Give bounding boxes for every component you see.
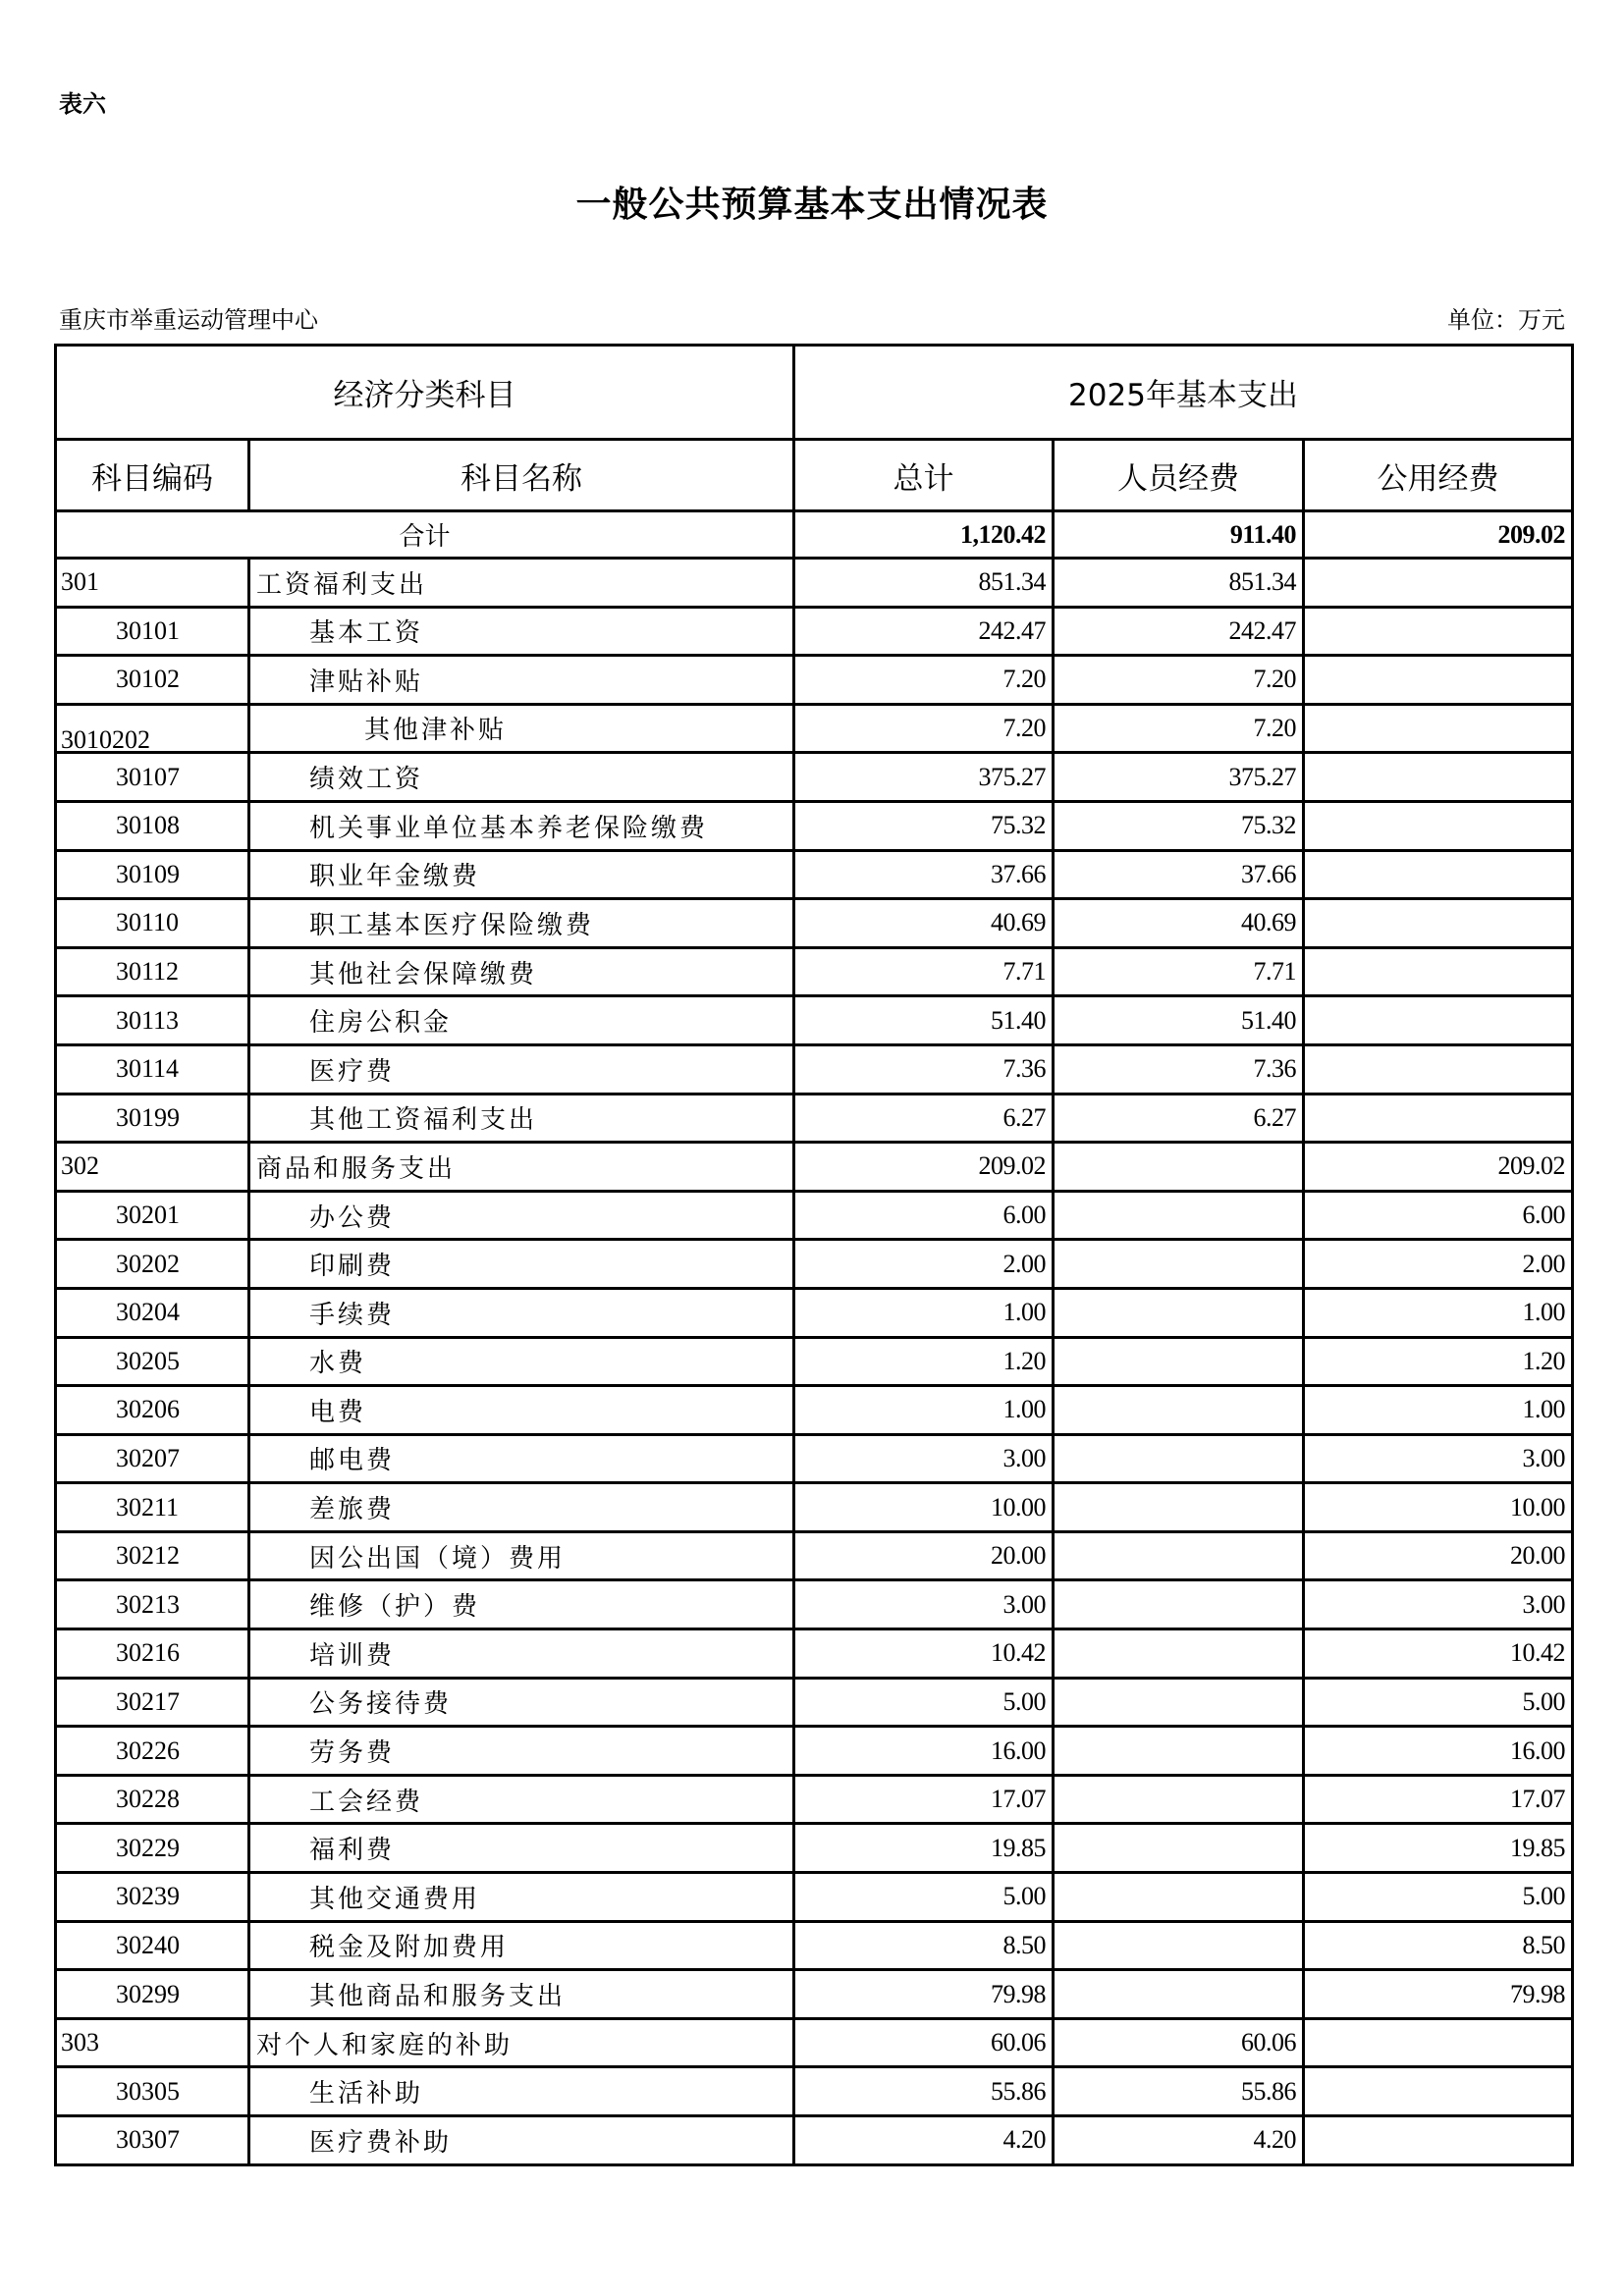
row-personnel bbox=[1054, 1775, 1304, 1824]
row-public: 1.20 bbox=[1304, 1337, 1573, 1386]
row-code: 30305 bbox=[56, 2067, 249, 2116]
table-row bbox=[56, 801, 1573, 850]
table-row bbox=[56, 607, 1573, 656]
table-row bbox=[56, 1775, 1573, 1824]
row-name: 税金及附加费用 bbox=[249, 1921, 794, 1970]
table-row bbox=[56, 850, 1573, 899]
row-total: 55.86 bbox=[794, 2067, 1054, 2116]
row-name: 工资福利支出 bbox=[249, 559, 794, 608]
row-code: 30229 bbox=[56, 1824, 249, 1873]
row-public: 10.42 bbox=[1304, 1629, 1573, 1679]
row-public: 3.00 bbox=[1304, 1580, 1573, 1629]
table-row bbox=[56, 996, 1573, 1045]
row-total: 242.47 bbox=[794, 607, 1054, 656]
row-personnel bbox=[1054, 1337, 1304, 1386]
table-row bbox=[56, 2018, 1573, 2067]
table-row bbox=[56, 559, 1573, 608]
row-public: 20.00 bbox=[1304, 1531, 1573, 1580]
row-name: 其他工资福利支出 bbox=[249, 1094, 794, 1143]
row-name: 邮电费 bbox=[249, 1434, 794, 1483]
table-row bbox=[56, 1483, 1573, 1532]
row-personnel bbox=[1054, 1970, 1304, 2019]
row-public bbox=[1304, 1044, 1573, 1094]
row-personnel: 851.34 bbox=[1054, 559, 1304, 608]
row-code: 30211 bbox=[56, 1483, 249, 1532]
table-row bbox=[56, 1386, 1573, 1435]
row-public: 3.00 bbox=[1304, 1434, 1573, 1483]
row-total: 7.71 bbox=[794, 947, 1054, 996]
row-code: 30240 bbox=[56, 1921, 249, 1970]
row-public bbox=[1304, 2067, 1573, 2116]
row-public: 6.00 bbox=[1304, 1191, 1573, 1240]
row-code: 30299 bbox=[56, 1970, 249, 2019]
organization-name: 重庆市举重运动管理中心 bbox=[59, 306, 318, 334]
row-code: 30307 bbox=[56, 2116, 249, 2165]
row-public: 5.00 bbox=[1304, 1873, 1573, 1922]
table-row bbox=[56, 1921, 1573, 1970]
budget-expenditure-table bbox=[54, 344, 1574, 2166]
column-header-code: 科目编码 bbox=[56, 440, 249, 511]
row-code: 30110 bbox=[56, 899, 249, 948]
row-personnel: 7.36 bbox=[1054, 1044, 1304, 1094]
row-public: 79.98 bbox=[1304, 1970, 1573, 2019]
row-public: 2.00 bbox=[1304, 1240, 1573, 1289]
table-row bbox=[56, 1240, 1573, 1289]
row-name: 劳务费 bbox=[249, 1727, 794, 1776]
row-code: 30217 bbox=[56, 1678, 249, 1727]
row-personnel bbox=[1054, 1386, 1304, 1435]
row-total: 209.02 bbox=[794, 1143, 1054, 1192]
row-public bbox=[1304, 607, 1573, 656]
row-name: 因公出国（境）费用 bbox=[249, 1531, 794, 1580]
row-total: 51.40 bbox=[794, 996, 1054, 1045]
row-personnel: 6.27 bbox=[1054, 1094, 1304, 1143]
table-row bbox=[56, 1044, 1573, 1094]
row-total: 5.00 bbox=[794, 1873, 1054, 1922]
row-personnel bbox=[1054, 1288, 1304, 1337]
table-row bbox=[56, 1727, 1573, 1776]
table-row bbox=[56, 1873, 1573, 1922]
row-total: 3.00 bbox=[794, 1580, 1054, 1629]
row-public: 10.00 bbox=[1304, 1483, 1573, 1532]
row-total: 10.42 bbox=[794, 1629, 1054, 1679]
table-row bbox=[56, 1337, 1573, 1386]
row-total: 7.20 bbox=[794, 656, 1054, 705]
table-row bbox=[56, 947, 1573, 996]
row-public: 1.00 bbox=[1304, 1288, 1573, 1337]
page-title: 一般公共预算基本支出情况表 bbox=[575, 185, 1049, 225]
row-public bbox=[1304, 656, 1573, 705]
summary-row bbox=[56, 511, 1573, 559]
column-header-row bbox=[56, 440, 1573, 511]
row-personnel: 4.20 bbox=[1054, 2116, 1304, 2165]
row-name: 生活补助 bbox=[249, 2067, 794, 2116]
row-name: 福利费 bbox=[249, 1824, 794, 1873]
row-name: 工会经费 bbox=[249, 1775, 794, 1824]
row-total: 4.20 bbox=[794, 2116, 1054, 2165]
row-total: 8.50 bbox=[794, 1921, 1054, 1970]
table-row bbox=[56, 704, 1573, 753]
row-personnel: 7.20 bbox=[1054, 704, 1304, 753]
table-row bbox=[56, 1531, 1573, 1580]
row-personnel bbox=[1054, 1191, 1304, 1240]
row-total: 6.00 bbox=[794, 1191, 1054, 1240]
row-name: 其他商品和服务支出 bbox=[249, 1970, 794, 2019]
row-total: 1.00 bbox=[794, 1288, 1054, 1337]
row-public: 16.00 bbox=[1304, 1727, 1573, 1776]
row-total: 16.00 bbox=[794, 1727, 1054, 1776]
row-total: 37.66 bbox=[794, 850, 1054, 899]
table-row bbox=[56, 1629, 1573, 1679]
row-total: 375.27 bbox=[794, 753, 1054, 802]
row-name: 公务接待费 bbox=[249, 1678, 794, 1727]
table-row bbox=[56, 1434, 1573, 1483]
row-code: 30113 bbox=[56, 996, 249, 1045]
row-code: 30112 bbox=[56, 947, 249, 996]
row-personnel bbox=[1054, 1921, 1304, 1970]
row-name: 基本工资 bbox=[249, 607, 794, 656]
row-total: 1.00 bbox=[794, 1386, 1054, 1435]
row-total: 19.85 bbox=[794, 1824, 1054, 1873]
row-personnel: 51.40 bbox=[1054, 996, 1304, 1045]
column-header-public: 公用经费 bbox=[1304, 440, 1573, 511]
column-header-personnel: 人员经费 bbox=[1054, 440, 1304, 511]
row-total: 3.00 bbox=[794, 1434, 1054, 1483]
row-public bbox=[1304, 1094, 1573, 1143]
row-code: 30226 bbox=[56, 1727, 249, 1776]
row-personnel: 7.71 bbox=[1054, 947, 1304, 996]
table-row bbox=[56, 1580, 1573, 1629]
summary-total: 1,120.42 bbox=[794, 511, 1054, 559]
row-personnel: 242.47 bbox=[1054, 607, 1304, 656]
row-total: 40.69 bbox=[794, 899, 1054, 948]
row-name: 津贴补贴 bbox=[249, 656, 794, 705]
row-personnel: 37.66 bbox=[1054, 850, 1304, 899]
row-name: 医疗费 bbox=[249, 1044, 794, 1094]
row-personnel bbox=[1054, 1629, 1304, 1679]
row-name: 培训费 bbox=[249, 1629, 794, 1679]
row-public: 1.00 bbox=[1304, 1386, 1573, 1435]
summary-personnel: 911.40 bbox=[1054, 511, 1304, 559]
row-name: 商品和服务支出 bbox=[249, 1143, 794, 1192]
row-public bbox=[1304, 850, 1573, 899]
row-personnel bbox=[1054, 1824, 1304, 1873]
row-name: 差旅费 bbox=[249, 1483, 794, 1532]
row-name: 其他交通费用 bbox=[249, 1873, 794, 1922]
row-total: 79.98 bbox=[794, 1970, 1054, 2019]
row-code: 30206 bbox=[56, 1386, 249, 1435]
row-total: 17.07 bbox=[794, 1775, 1054, 1824]
table-row bbox=[56, 1143, 1573, 1192]
row-code: 30216 bbox=[56, 1629, 249, 1679]
row-name: 维修（护）费 bbox=[249, 1580, 794, 1629]
row-personnel bbox=[1054, 1240, 1304, 1289]
row-code: 30205 bbox=[56, 1337, 249, 1386]
row-name: 其他津补贴 bbox=[249, 704, 794, 753]
row-name: 职工基本医疗保险缴费 bbox=[249, 899, 794, 948]
row-personnel bbox=[1054, 1873, 1304, 1922]
row-name: 印刷费 bbox=[249, 1240, 794, 1289]
row-name: 电费 bbox=[249, 1386, 794, 1435]
table-row bbox=[56, 2116, 1573, 2165]
row-code: 30207 bbox=[56, 1434, 249, 1483]
row-code: 30109 bbox=[56, 850, 249, 899]
row-name: 职业年金缴费 bbox=[249, 850, 794, 899]
row-name: 水费 bbox=[249, 1337, 794, 1386]
row-code: 30213 bbox=[56, 1580, 249, 1629]
row-code: 30107 bbox=[56, 753, 249, 802]
table-row bbox=[56, 753, 1573, 802]
row-name: 医疗费补助 bbox=[249, 2116, 794, 2165]
row-total: 6.27 bbox=[794, 1094, 1054, 1143]
row-code: 30228 bbox=[56, 1775, 249, 1824]
row-code: 303 bbox=[56, 2018, 249, 2067]
row-total: 2.00 bbox=[794, 1240, 1054, 1289]
row-public: 209.02 bbox=[1304, 1143, 1573, 1192]
row-personnel: 60.06 bbox=[1054, 2018, 1304, 2067]
row-code: 30239 bbox=[56, 1873, 249, 1922]
summary-public: 209.02 bbox=[1304, 511, 1573, 559]
column-header-total: 总计 bbox=[794, 440, 1054, 511]
summary-label: 合计 bbox=[56, 511, 794, 559]
table-row bbox=[56, 2067, 1573, 2116]
row-code: 302 bbox=[56, 1143, 249, 1192]
row-total: 851.34 bbox=[794, 559, 1054, 608]
row-personnel bbox=[1054, 1678, 1304, 1727]
row-code: 30201 bbox=[56, 1191, 249, 1240]
column-header-name: 科目名称 bbox=[249, 440, 794, 511]
header-group-row bbox=[56, 346, 1573, 440]
table-row bbox=[56, 1824, 1573, 1873]
row-public: 17.07 bbox=[1304, 1775, 1573, 1824]
row-personnel: 7.20 bbox=[1054, 656, 1304, 705]
row-total: 5.00 bbox=[794, 1678, 1054, 1727]
row-personnel bbox=[1054, 1434, 1304, 1483]
row-personnel bbox=[1054, 1143, 1304, 1192]
row-total: 7.36 bbox=[794, 1044, 1054, 1094]
row-public bbox=[1304, 753, 1573, 802]
table-row bbox=[56, 1678, 1573, 1727]
header-economic-classification: 经济分类科目 bbox=[56, 346, 794, 440]
row-total: 20.00 bbox=[794, 1531, 1054, 1580]
row-public bbox=[1304, 704, 1573, 753]
row-name: 其他社会保障缴费 bbox=[249, 947, 794, 996]
row-name: 住房公积金 bbox=[249, 996, 794, 1045]
table-row bbox=[56, 1191, 1573, 1240]
row-code: 30108 bbox=[56, 801, 249, 850]
unit-label: 单位：万元 bbox=[1447, 306, 1565, 334]
row-public bbox=[1304, 996, 1573, 1045]
row-code: 30199 bbox=[56, 1094, 249, 1143]
table-row bbox=[56, 656, 1573, 705]
row-public bbox=[1304, 801, 1573, 850]
table-row bbox=[56, 899, 1573, 948]
row-name: 机关事业单位基本养老保险缴费 bbox=[249, 801, 794, 850]
table-number-label: 表六 bbox=[59, 90, 106, 118]
table-row bbox=[56, 1094, 1573, 1143]
row-public: 5.00 bbox=[1304, 1678, 1573, 1727]
table-row bbox=[56, 1288, 1573, 1337]
row-name: 手续费 bbox=[249, 1288, 794, 1337]
row-total: 75.32 bbox=[794, 801, 1054, 850]
row-personnel: 75.32 bbox=[1054, 801, 1304, 850]
row-code: 30102 bbox=[56, 656, 249, 705]
header-basic-expenditure-2025: 2025年基本支出 bbox=[794, 346, 1573, 440]
row-code: 301 bbox=[56, 559, 249, 608]
row-code: 30101 bbox=[56, 607, 249, 656]
row-code: 30114 bbox=[56, 1044, 249, 1094]
row-code: 30212 bbox=[56, 1531, 249, 1580]
row-code: 30202 bbox=[56, 1240, 249, 1289]
row-personnel bbox=[1054, 1483, 1304, 1532]
row-code: 3010202 bbox=[56, 704, 249, 753]
row-personnel bbox=[1054, 1531, 1304, 1580]
row-name: 绩效工资 bbox=[249, 753, 794, 802]
row-personnel: 55.86 bbox=[1054, 2067, 1304, 2116]
row-public bbox=[1304, 2018, 1573, 2067]
row-public bbox=[1304, 2116, 1573, 2165]
row-personnel: 375.27 bbox=[1054, 753, 1304, 802]
row-name: 办公费 bbox=[249, 1191, 794, 1240]
row-code: 30204 bbox=[56, 1288, 249, 1337]
row-total: 10.00 bbox=[794, 1483, 1054, 1532]
row-name: 对个人和家庭的补助 bbox=[249, 2018, 794, 2067]
table-row bbox=[56, 1970, 1573, 2019]
row-public: 8.50 bbox=[1304, 1921, 1573, 1970]
row-public bbox=[1304, 559, 1573, 608]
row-personnel bbox=[1054, 1580, 1304, 1629]
row-personnel bbox=[1054, 1727, 1304, 1776]
row-public bbox=[1304, 899, 1573, 948]
row-public: 19.85 bbox=[1304, 1824, 1573, 1873]
row-total: 1.20 bbox=[794, 1337, 1054, 1386]
row-total: 7.20 bbox=[794, 704, 1054, 753]
row-personnel: 40.69 bbox=[1054, 899, 1304, 948]
row-total: 60.06 bbox=[794, 2018, 1054, 2067]
row-public bbox=[1304, 947, 1573, 996]
